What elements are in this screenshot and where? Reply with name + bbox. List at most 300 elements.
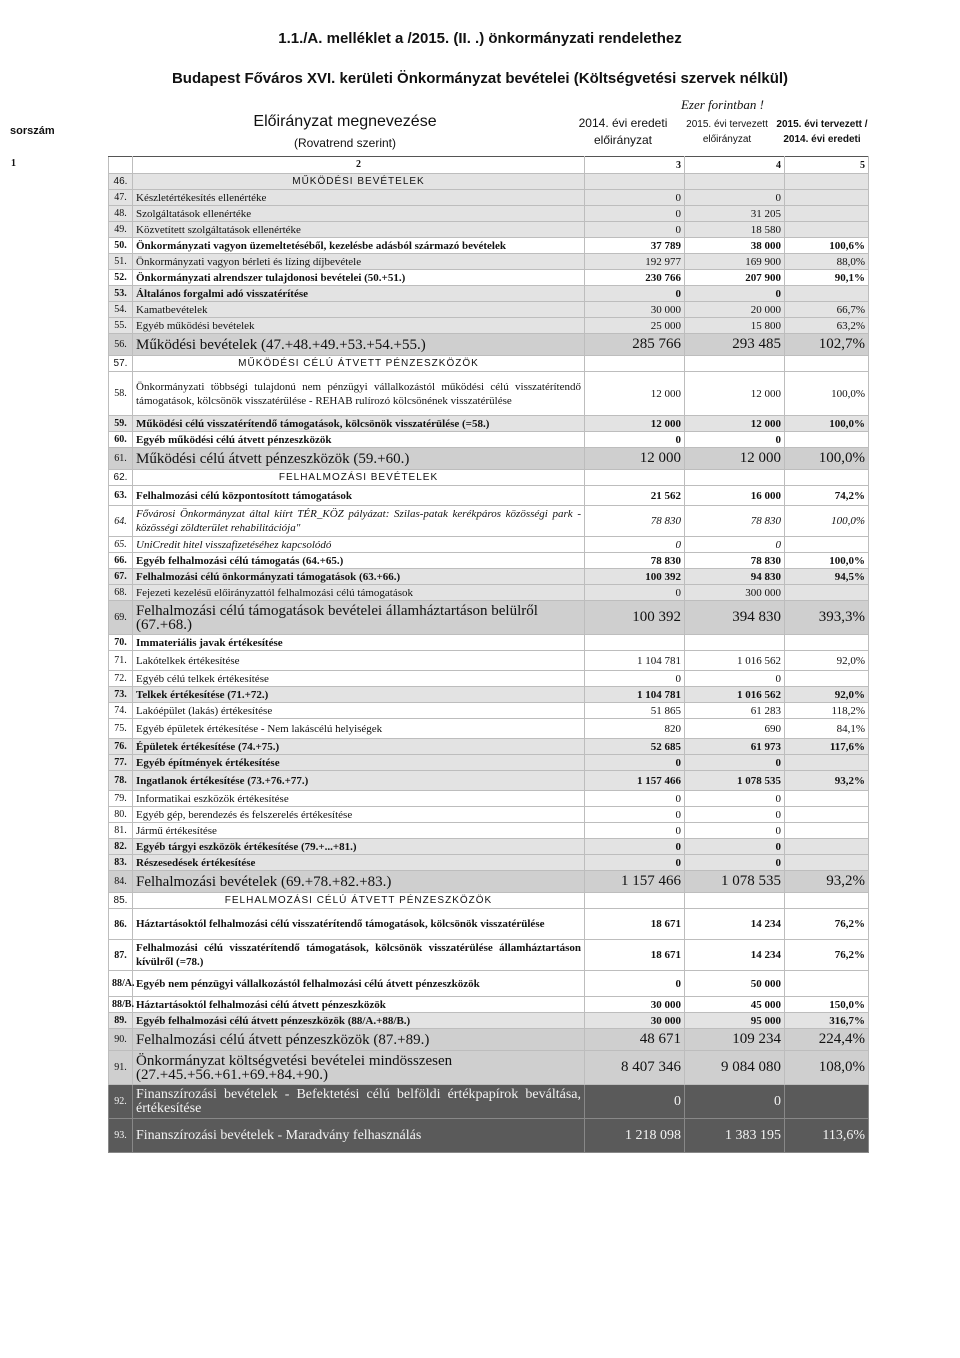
table-row	[109, 893, 869, 909]
row-2015-planned: 0	[685, 791, 785, 807]
row-ratio: 150,0%	[785, 997, 869, 1013]
row-2014-original: 820	[585, 719, 685, 739]
header-name-sub: (Rovatrend szerint)	[293, 136, 397, 150]
row-2014-original: 30 000	[585, 302, 685, 318]
row-number: 50.	[109, 238, 133, 254]
row-label: Egyéb gép, berendezés és felszerelés értékesítése	[133, 807, 585, 823]
row-ratio	[785, 823, 869, 839]
row-label: Finanszírozási bevételek - Befektetési célú belföldi értékpapírok beváltása, értékesítése	[133, 1085, 585, 1119]
row-ratio: 94,5%	[785, 569, 869, 585]
row-number: 52.	[109, 270, 133, 286]
row-ratio: 118,2%	[785, 703, 869, 719]
header-col3-line2: előirányzat	[593, 133, 653, 147]
header-col4	[677, 117, 777, 147]
row-ratio: 100,0%	[785, 553, 869, 569]
row-label: Háztartásoktól felhalmozási célú átvett pénzeszközök	[133, 997, 585, 1013]
row-2015-planned: 61 973	[685, 739, 785, 755]
row-ratio: 102,7%	[785, 334, 869, 356]
row-2015-planned: 0	[685, 671, 785, 687]
row-2015-planned	[685, 356, 785, 372]
row-2014-original: 1 157 466	[585, 771, 685, 791]
row-label: Egyéb működési célú átvett pénzeszközök	[133, 432, 585, 448]
header-col3-line1: 2014. évi eredeti	[578, 116, 668, 130]
row-label: Egyéb nem pénzügyi vállalkozástól felhalmozási célú átvett pénzeszközök	[133, 971, 585, 997]
row-number: 53.	[109, 286, 133, 302]
row-2014-original: 12 000	[585, 448, 685, 470]
row-ratio	[785, 855, 869, 871]
row-ratio: 66,7%	[785, 302, 869, 318]
row-label: FELHALMOZÁSI CÉLÚ ÁTVETT PÉNZESZKÖZÖK	[133, 893, 585, 909]
row-2015-planned: 1 016 562	[685, 651, 785, 671]
row-number: 84.	[109, 871, 133, 893]
table-row	[109, 470, 869, 486]
row-number: 90.	[109, 1029, 133, 1051]
table-row	[109, 585, 869, 601]
table-row	[109, 871, 869, 893]
table-row	[109, 270, 869, 286]
row-2014-original: 21 562	[585, 486, 685, 506]
row-label: Egyéb felhalmozási célú támogatás (64.+65.)	[133, 553, 585, 569]
row-label: Kamatbevételek	[133, 302, 585, 318]
table-row	[109, 703, 869, 719]
table-row	[109, 432, 869, 448]
row-number: 93.	[109, 1119, 133, 1153]
row-number: 82.	[109, 839, 133, 855]
table-row	[109, 997, 869, 1013]
row-number: 76.	[109, 739, 133, 755]
row-label: Felhalmozási célú visszatérítendő támogatások, kölcsönök visszatérülése államháztartáson kívülről (=78.)	[133, 940, 585, 971]
row-2015-planned: 12 000	[685, 416, 785, 432]
row-label: Felhalmozási célú önkormányzati támogatások (63.+66.)	[133, 569, 585, 585]
row-ratio: 76,2%	[785, 909, 869, 940]
row-2014-original: 0	[585, 755, 685, 771]
row-2015-planned: 1 016 562	[685, 687, 785, 703]
table-row	[109, 671, 869, 687]
column-number-1: 1	[109, 157, 133, 174]
row-2014-original: 12 000	[585, 372, 685, 416]
row-ratio: 88,0%	[785, 254, 869, 270]
row-ratio: 113,6%	[785, 1119, 869, 1153]
row-2015-planned: 0	[685, 537, 785, 553]
row-ratio	[785, 585, 869, 601]
row-label: UniCredit hitel visszafizetéséhez kapcsolódó	[133, 537, 585, 553]
row-2015-planned: 95 000	[685, 1013, 785, 1029]
row-number: 47.	[109, 190, 133, 206]
column-number-3: 3	[585, 157, 685, 174]
row-ratio	[785, 635, 869, 651]
column-number-row	[109, 157, 869, 174]
row-2014-original: 0	[585, 839, 685, 855]
column-number-2: 2	[133, 157, 585, 174]
table-row	[109, 569, 869, 585]
row-2014-original: 0	[585, 585, 685, 601]
row-label: Épületek értékesítése (74.+75.)	[133, 739, 585, 755]
table-row	[109, 719, 869, 739]
row-2015-planned: 300 000	[685, 585, 785, 601]
row-number: 71.	[109, 651, 133, 671]
row-number: 91.	[109, 1051, 133, 1085]
row-2014-original	[585, 635, 685, 651]
row-number: 46.	[109, 174, 133, 190]
header-sorszam: sorszám	[10, 125, 55, 137]
row-2015-planned	[685, 174, 785, 190]
table-row	[109, 206, 869, 222]
table-row	[109, 222, 869, 238]
table-row	[109, 334, 869, 356]
header-name: Előirányzat megnevezése	[253, 113, 437, 130]
table-row	[109, 302, 869, 318]
row-label: Önkormányzati vagyon üzemeltetéséből, kezelésbe adásból származó bevételek	[133, 238, 585, 254]
row-2014-original: 0	[585, 855, 685, 871]
row-2014-original: 100 392	[585, 569, 685, 585]
row-number: 86.	[109, 909, 133, 940]
header-col3	[573, 115, 673, 149]
table-row	[109, 553, 869, 569]
row-2014-original: 25 000	[585, 318, 685, 334]
table-row	[109, 486, 869, 506]
row-ratio	[785, 893, 869, 909]
row-2014-original: 192 977	[585, 254, 685, 270]
row-2015-planned: 0	[685, 190, 785, 206]
row-label: Egyéb felhalmozási célú átvett pénzeszközök (88/A.+88/B.)	[133, 1013, 585, 1029]
row-2014-original: 1 218 098	[585, 1119, 685, 1153]
row-2015-planned: 0	[685, 855, 785, 871]
row-label: Felhalmozási célú átvett pénzeszközök (87.+89.)	[133, 1029, 585, 1051]
row-ratio: 84,1%	[785, 719, 869, 739]
row-ratio	[785, 671, 869, 687]
row-number: 49.	[109, 222, 133, 238]
row-label: Egyéb működési bevételek	[133, 318, 585, 334]
row-2014-original: 78 830	[585, 506, 685, 537]
row-2015-planned: 1 078 535	[685, 771, 785, 791]
row-ratio	[785, 971, 869, 997]
row-2014-original: 1 157 466	[585, 871, 685, 893]
header-col4-line1: 2015. évi tervezett	[686, 119, 768, 130]
row-label: Jármű értékesítése	[133, 823, 585, 839]
table-row	[109, 601, 869, 635]
row-number: 72.	[109, 671, 133, 687]
row-2014-original: 18 671	[585, 909, 685, 940]
row-2014-original: 0	[585, 807, 685, 823]
row-label: Háztartásoktól felhalmozási célú visszatérítendő támogatások, kölcsönök visszatérülése	[133, 909, 585, 940]
row-number: 66.	[109, 553, 133, 569]
row-ratio: 100,0%	[785, 372, 869, 416]
row-2015-planned: 0	[685, 1085, 785, 1119]
row-ratio	[785, 174, 869, 190]
row-number: 62.	[109, 470, 133, 486]
row-ratio: 316,7%	[785, 1013, 869, 1029]
row-2015-planned	[685, 470, 785, 486]
row-number: 68.	[109, 585, 133, 601]
row-2015-planned: 61 283	[685, 703, 785, 719]
table-header	[10, 111, 868, 155]
row-2015-planned: 109 234	[685, 1029, 785, 1051]
row-2015-planned: 293 485	[685, 334, 785, 356]
unit-note: Ezer forintban !	[680, 97, 764, 112]
table-row	[109, 174, 869, 190]
row-label: Közvetített szolgáltatások ellenértéke	[133, 222, 585, 238]
table-row	[109, 254, 869, 270]
row-2014-original: 0	[585, 190, 685, 206]
table-row	[109, 537, 869, 553]
row-2015-planned: 0	[685, 823, 785, 839]
table-row	[109, 940, 869, 971]
row-number: 75.	[109, 719, 133, 739]
row-2015-planned: 690	[685, 719, 785, 739]
row-2015-planned: 0	[685, 432, 785, 448]
column-number-4: 4	[685, 157, 785, 174]
table-row	[109, 771, 869, 791]
row-2014-original: 78 830	[585, 553, 685, 569]
table-row	[109, 286, 869, 302]
row-label: Készletértékesítés ellenértéke	[133, 190, 585, 206]
row-label: Felhalmozási bevételek (69.+78.+82.+83.)	[133, 871, 585, 893]
row-label: Szolgáltatások ellenértéke	[133, 206, 585, 222]
row-2014-original: 0	[585, 791, 685, 807]
row-ratio: 100,6%	[785, 238, 869, 254]
row-label: Informatikai eszközök értékesítése	[133, 791, 585, 807]
row-number: 83.	[109, 855, 133, 871]
row-2014-original: 8 407 346	[585, 1051, 685, 1085]
row-2014-original: 0	[585, 971, 685, 997]
table-row	[109, 356, 869, 372]
row-number: 67.	[109, 569, 133, 585]
row-2014-original: 0	[585, 222, 685, 238]
row-2014-original: 18 671	[585, 940, 685, 971]
row-2015-planned: 14 234	[685, 909, 785, 940]
table-row	[109, 416, 869, 432]
header-col5-line1: 2015. évi tervezett /	[776, 119, 868, 130]
row-2014-original: 30 000	[585, 1013, 685, 1029]
row-label: Felhalmozási célú központosított támogatások	[133, 486, 585, 506]
row-label: Önkormányzat költségvetési bevételei mindösszesen (27.+45.+56.+61.+69.+84.+90.)	[133, 1051, 585, 1085]
table-row	[109, 318, 869, 334]
row-ratio	[785, 470, 869, 486]
table-row	[109, 909, 869, 940]
table-row	[109, 807, 869, 823]
row-ratio	[785, 190, 869, 206]
row-number: 87.	[109, 940, 133, 971]
table-row	[109, 1013, 869, 1029]
row-2014-original: 100 392	[585, 601, 685, 635]
row-ratio: 100,0%	[785, 506, 869, 537]
table-row	[109, 791, 869, 807]
row-number: 60.	[109, 432, 133, 448]
row-label: Finanszírozási bevételek - Maradvány felhasználás	[133, 1119, 585, 1153]
row-label: Egyéb tárgyi eszközök értékesítése (79.+...+81.)	[133, 839, 585, 855]
table-row	[109, 855, 869, 871]
row-label: Részesedések értékesítése	[133, 855, 585, 871]
row-ratio: 224,4%	[785, 1029, 869, 1051]
row-ratio: 92,0%	[785, 651, 869, 671]
table-row	[109, 971, 869, 997]
row-2014-original	[585, 174, 685, 190]
table-row	[109, 687, 869, 703]
row-2015-planned: 50 000	[685, 971, 785, 997]
row-2014-original: 230 766	[585, 270, 685, 286]
row-label: Egyéb célú telkek értékesítése	[133, 671, 585, 687]
row-2014-original: 30 000	[585, 997, 685, 1013]
row-2015-planned: 31 205	[685, 206, 785, 222]
row-2014-original: 1 104 781	[585, 651, 685, 671]
header-col5-line2: 2014. évi eredeti	[783, 134, 861, 145]
row-number: 73.	[109, 687, 133, 703]
row-2015-planned: 0	[685, 755, 785, 771]
row-label: MŰKÖDÉSI BEVÉTELEK	[133, 174, 585, 190]
row-2014-original	[585, 893, 685, 909]
table-row	[109, 839, 869, 855]
row-2015-planned: 0	[685, 807, 785, 823]
row-number: 89.	[109, 1013, 133, 1029]
row-ratio	[785, 286, 869, 302]
row-number: 77.	[109, 755, 133, 771]
row-label: Működési bevételek (47.+48.+49.+53.+54.+55.)	[133, 334, 585, 356]
table-row	[109, 238, 869, 254]
row-ratio: 93,2%	[785, 771, 869, 791]
row-2015-planned: 14 234	[685, 940, 785, 971]
row-number: 64.	[109, 506, 133, 537]
row-ratio: 92,0%	[785, 687, 869, 703]
row-2014-original: 285 766	[585, 334, 685, 356]
row-ratio	[785, 206, 869, 222]
row-2015-planned: 0	[685, 839, 785, 855]
row-label: Telkek értékesítése (71.+72.)	[133, 687, 585, 703]
row-2015-planned: 38 000	[685, 238, 785, 254]
row-number: 88/A.	[109, 971, 133, 997]
row-ratio: 393,3%	[785, 601, 869, 635]
table-row	[109, 755, 869, 771]
row-2015-planned	[685, 635, 785, 651]
row-2014-original: 1 104 781	[585, 687, 685, 703]
row-2014-original	[585, 470, 685, 486]
row-label: Önkormányzati többségi tulajdonú nem pénzügyi vállalkozástól működési célú visszatérítendő támogatások, kölcsönök visszatérülése - REHAB rulírozó kölcsönének visszatérülése	[133, 372, 585, 416]
row-number: 57.	[109, 356, 133, 372]
row-label: Fővárosi Önkormányzat által kiírt TÉR_KÖZ pályázat: Szilas-patak kerékpáros közösségi park - közösségi zöldterület rehabilitációja"	[133, 506, 585, 537]
row-label: Általános forgalmi adó visszatérítése	[133, 286, 585, 302]
row-2015-planned: 16 000	[685, 486, 785, 506]
row-number: 70.	[109, 635, 133, 651]
row-label: Immateriális javak értékesítése	[133, 635, 585, 651]
row-number: 85.	[109, 893, 133, 909]
row-ratio: 117,6%	[785, 739, 869, 755]
row-ratio	[785, 356, 869, 372]
row-2014-original: 0	[585, 1085, 685, 1119]
table-row	[109, 823, 869, 839]
row-ratio: 90,1%	[785, 270, 869, 286]
row-label: Ingatlanok értékesítése (73.+76.+77.)	[133, 771, 585, 791]
row-2015-planned: 207 900	[685, 270, 785, 286]
row-ratio: 76,2%	[785, 940, 869, 971]
budget-table-body	[11, 157, 869, 1153]
row-number: 55.	[109, 318, 133, 334]
header-col5	[772, 117, 872, 147]
row-number: 58.	[109, 372, 133, 416]
row-label: Lakótelkek értékesítése	[133, 651, 585, 671]
row-number: 61.	[109, 448, 133, 470]
row-2015-planned: 45 000	[685, 997, 785, 1013]
row-2015-planned: 1 383 195	[685, 1119, 785, 1153]
row-2014-original: 51 865	[585, 703, 685, 719]
row-label: Egyéb épületek értékesítése - Nem lakáscélú helyiségek	[133, 719, 585, 739]
table-row	[109, 1029, 869, 1051]
row-ratio: 63,2%	[785, 318, 869, 334]
row-2014-original: 37 789	[585, 238, 685, 254]
row-ratio	[785, 755, 869, 771]
row-ratio: 100,0%	[785, 416, 869, 432]
row-label: Önkormányzati vagyon bérleti és lízing díjbevétele	[133, 254, 585, 270]
row-2015-planned: 94 830	[685, 569, 785, 585]
row-label: Lakóépület (lakás) értékesítése	[133, 703, 585, 719]
row-2015-planned: 78 830	[685, 506, 785, 537]
row-number: 88/B.	[109, 997, 133, 1013]
document-title: Budapest Főváros XVI. kerületi Önkormányzat bevételei (Költségvetési szervek nélkül)	[171, 70, 789, 87]
row-2015-planned: 0	[685, 286, 785, 302]
row-ratio	[785, 807, 869, 823]
row-2015-planned: 20 000	[685, 302, 785, 318]
row-number: 74.	[109, 703, 133, 719]
row-ratio: 100,0%	[785, 448, 869, 470]
row-ratio: 108,0%	[785, 1051, 869, 1085]
table-row	[109, 372, 869, 416]
row-2015-planned: 18 580	[685, 222, 785, 238]
row-2014-original: 0	[585, 671, 685, 687]
row-2015-planned: 169 900	[685, 254, 785, 270]
table-row	[109, 739, 869, 755]
row-number: 81.	[109, 823, 133, 839]
row-2015-planned: 1 078 535	[685, 871, 785, 893]
row-2015-planned	[685, 893, 785, 909]
table-row	[109, 635, 869, 651]
row-2014-original: 0	[585, 432, 685, 448]
row-label: Működési célú átvett pénzeszközök (59.+60.)	[133, 448, 585, 470]
row-number: 92.	[109, 1085, 133, 1119]
row-2015-planned: 12 000	[685, 372, 785, 416]
row-ratio	[785, 222, 869, 238]
row-ratio: 93,2%	[785, 871, 869, 893]
table-row	[109, 506, 869, 537]
row-label: Felhalmozási célú támogatások bevételei államháztartáson belülről (67.+68.)	[133, 601, 585, 635]
table-row	[109, 190, 869, 206]
row-ratio: 74,2%	[785, 486, 869, 506]
row-number: 56.	[109, 334, 133, 356]
row-2014-original: 52 685	[585, 739, 685, 755]
row-number: 65.	[109, 537, 133, 553]
row-2014-original: 48 671	[585, 1029, 685, 1051]
row-2015-planned: 15 800	[685, 318, 785, 334]
page-title: 1.1./A. melléklet a /2015. (II. .) önkormányzati rendelethez	[278, 30, 682, 47]
table-row	[109, 1051, 869, 1085]
table-row	[109, 651, 869, 671]
row-2014-original: 0	[585, 537, 685, 553]
row-label: Önkormányzati alrendszer tulajdonosi bevételei (50.+51.)	[133, 270, 585, 286]
table-row	[109, 1085, 869, 1119]
row-label: Működési célú visszatérítendő támogatások, kölcsönök visszatérülése (=58.)	[133, 416, 585, 432]
row-number: 79.	[109, 791, 133, 807]
row-ratio	[785, 432, 869, 448]
row-number: 51.	[109, 254, 133, 270]
row-2015-planned: 9 084 080	[685, 1051, 785, 1085]
row-number: 59.	[109, 416, 133, 432]
row-2014-original: 0	[585, 823, 685, 839]
row-number: 54.	[109, 302, 133, 318]
row-number: 78.	[109, 771, 133, 791]
row-2014-original: 0	[585, 286, 685, 302]
row-ratio	[785, 791, 869, 807]
row-number: 48.	[109, 206, 133, 222]
row-label: FELHALMOZÁSI BEVÉTELEK	[133, 470, 585, 486]
row-number: 69.	[109, 601, 133, 635]
row-2014-original	[585, 356, 685, 372]
